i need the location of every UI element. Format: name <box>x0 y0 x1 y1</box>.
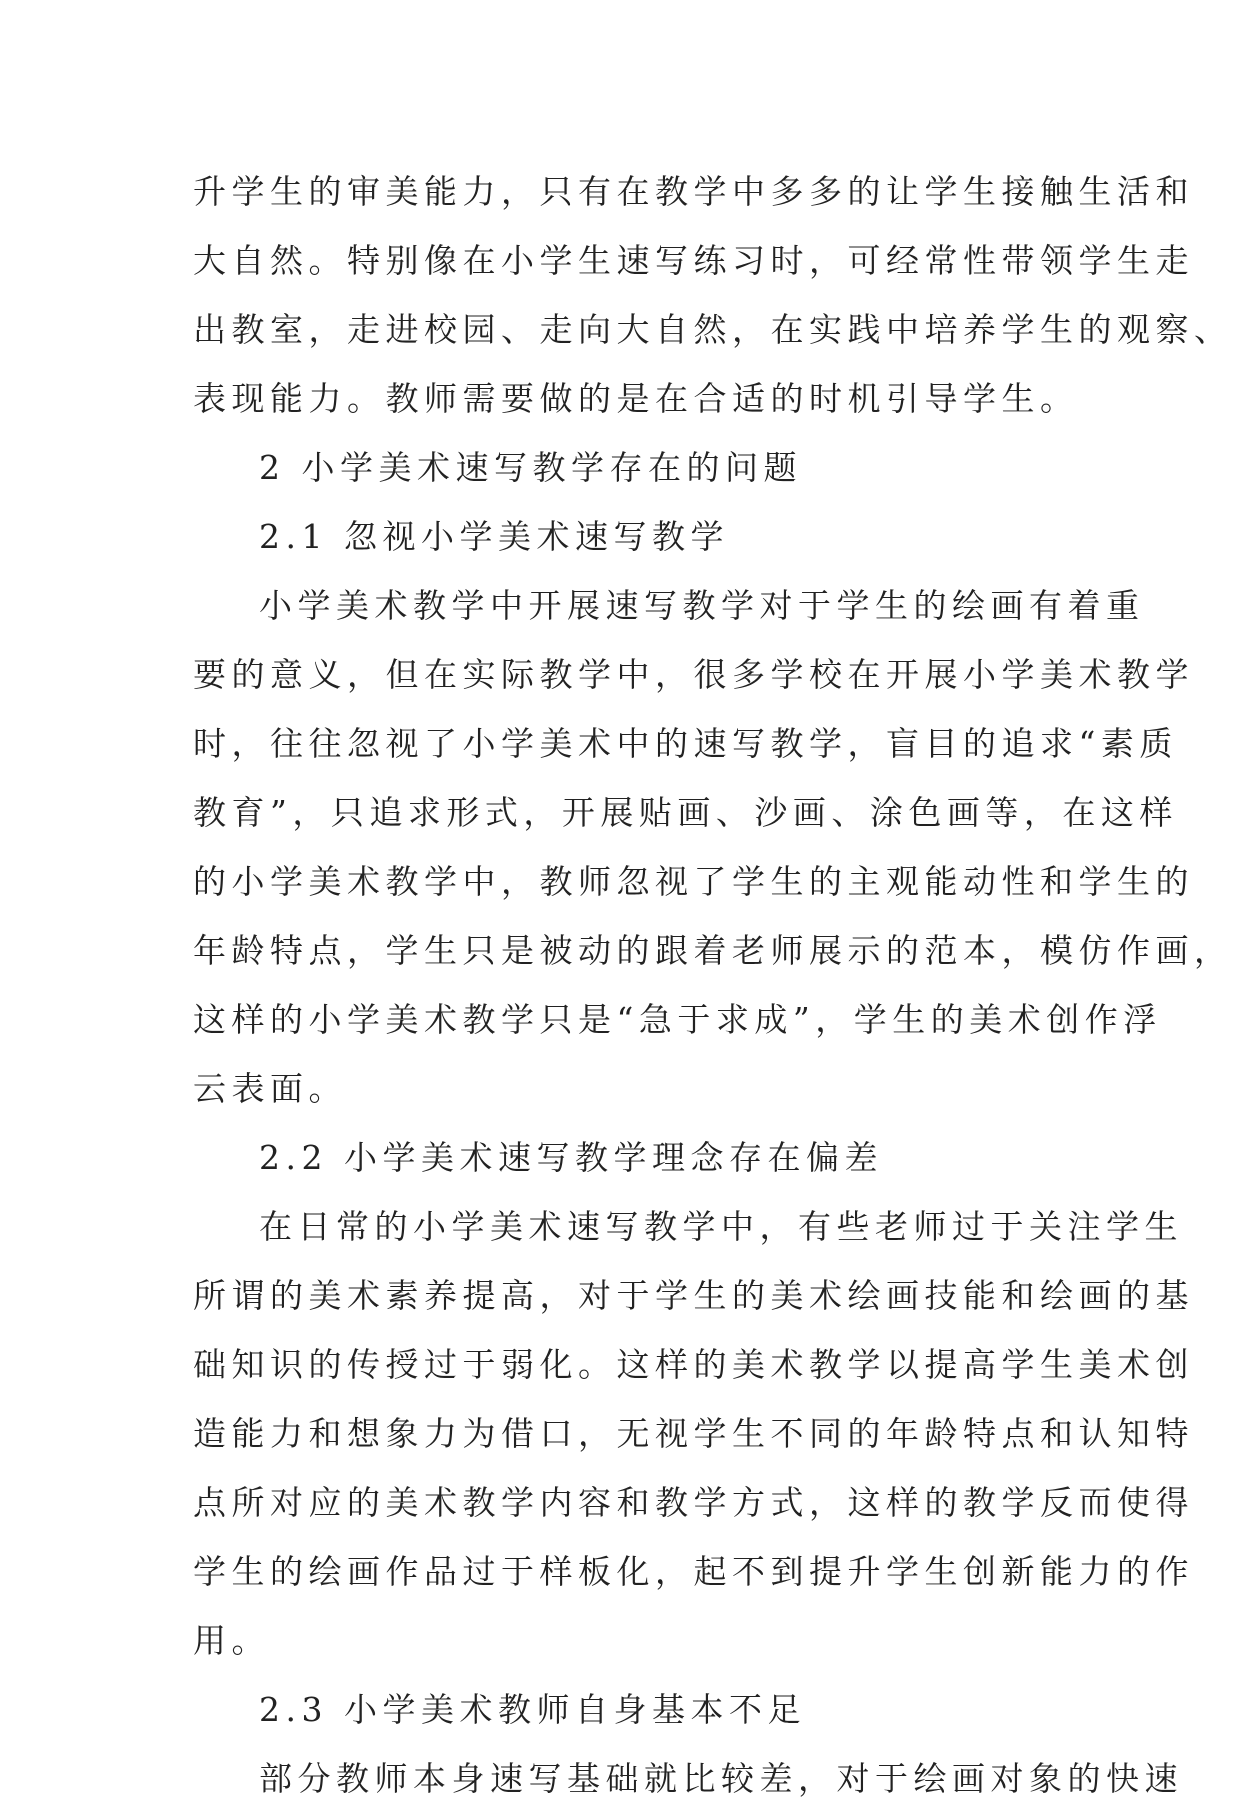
text-line: 出教室，走进校园、走向大自然，在实践中培养学生的观察、 <box>193 310 1233 349</box>
text-line: 所谓的美术素养提高，对于学生的美术绘画技能和绘画的基 <box>193 1276 1194 1315</box>
paragraph-first-line: 在日常的小学美术速写教学中，有些老师过于关注学生 <box>259 1207 1183 1246</box>
subsection-heading: 2.3 小学美术教师自身基本不足 <box>259 1690 806 1729</box>
paragraph-first-line: 部分教师本身速写基础就比较差，对于绘画对象的快速 <box>259 1759 1183 1798</box>
text-line: 升学生的审美能力，只有在教学中多多的让学生接触生活和 <box>193 172 1194 211</box>
text-line: 的小学美术教学中，教师忽视了学生的主观能动性和学生的 <box>193 862 1194 901</box>
text-line: 础知识的传授过于弱化。这样的美术教学以提高学生美术创 <box>193 1345 1194 1384</box>
text-line: 年龄特点，学生只是被动的跟着老师展示的范本，模仿作画， <box>193 931 1233 970</box>
text-line: 要的意义，但在实际教学中，很多学校在开展小学美术教学 <box>193 655 1194 694</box>
text-line: 这样的小学美术教学只是“急于求成”，学生的美术创作浮 <box>193 1000 1162 1039</box>
paragraph-first-line: 小学美术教学中开展速写教学对于学生的绘画有着重 <box>259 586 1145 625</box>
text-line: 用。 <box>193 1621 270 1660</box>
text-line: 教育”，只追求形式，开展贴画、沙画、涂色画等，在这样 <box>193 793 1178 832</box>
text-line: 表现能力。教师需要做的是在合适的时机引导学生。 <box>193 379 1079 418</box>
subsection-heading: 2.1 忽视小学美术速写教学 <box>259 517 729 556</box>
document-body <box>193 157 1233 1813</box>
text-line: 时，往往忽视了小学美术中的速写教学，盲目的追求“素质 <box>193 724 1178 763</box>
text-line: 云表面。 <box>193 1069 347 1108</box>
text-line: 点所对应的美术教学内容和教学方式，这样的教学反而使得 <box>193 1483 1194 1522</box>
text-line: 大自然。特别像在小学生速写练习时，可经常性带领学生走 <box>193 241 1194 280</box>
section-heading: 2 小学美术速写教学存在的问题 <box>259 448 802 487</box>
subsection-heading: 2.2 小学美术速写教学理念存在偏差 <box>259 1138 883 1177</box>
text-line: 学生的绘画作品过于样板化，起不到提升学生创新能力的作 <box>193 1552 1194 1591</box>
text-line: 造能力和想象力为借口，无视学生不同的年龄特点和认知特 <box>193 1414 1194 1453</box>
